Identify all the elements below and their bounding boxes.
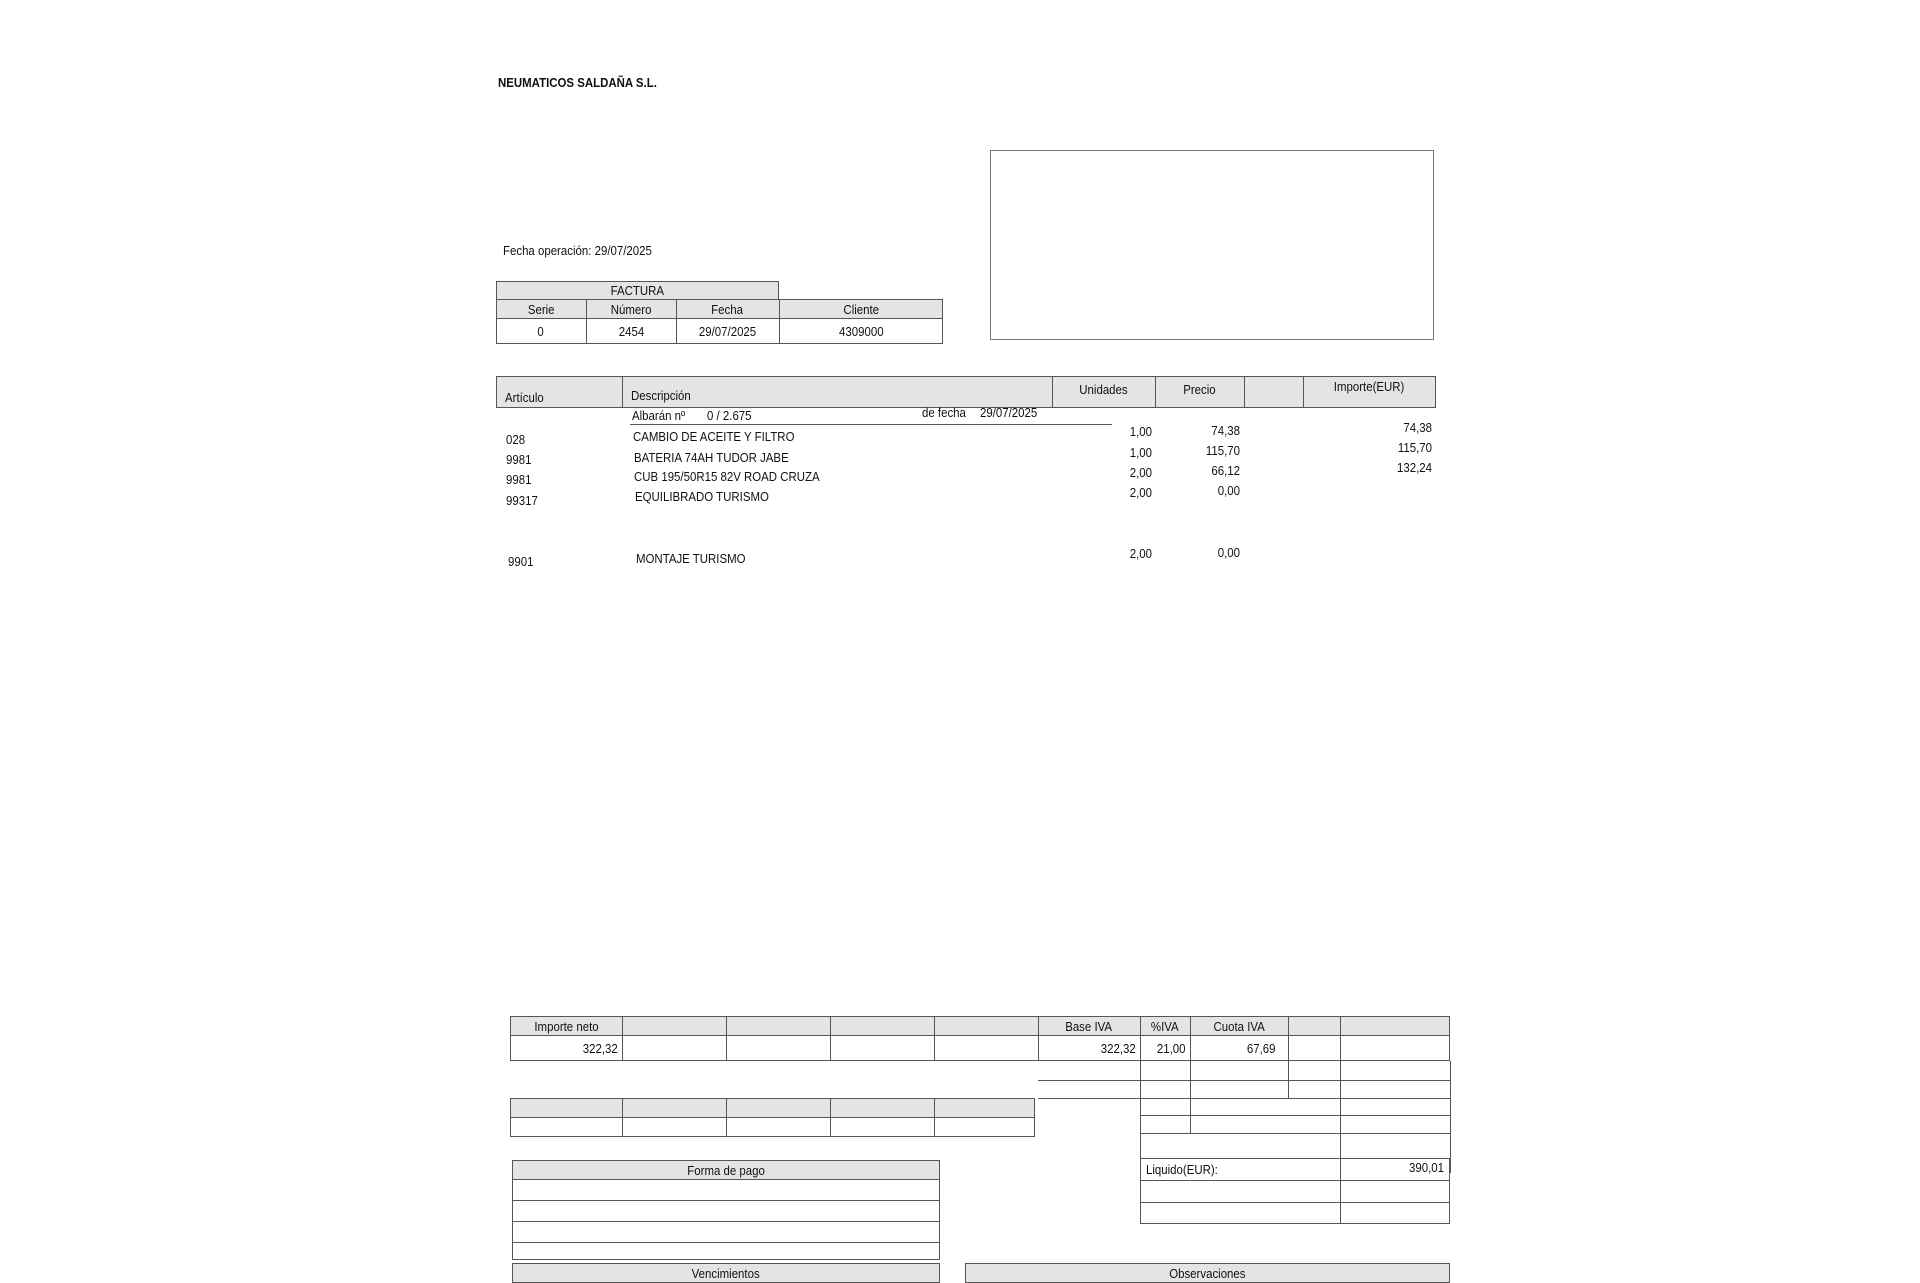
row-unidades: 1,00	[1129, 445, 1152, 460]
fecha-value: 29/07/2025	[698, 323, 757, 339]
row-precio: 0,00	[1217, 545, 1240, 560]
row-descripcion: MONTAJE TURISMO	[636, 551, 746, 566]
totals-values-row	[510, 1035, 1450, 1061]
importe-neto-label: Importe neto	[533, 1019, 599, 1034]
base-iva-value: 322,32	[1101, 1040, 1136, 1056]
operation-date-label	[503, 243, 652, 258]
liquido-label: Liquido(EUR):	[1146, 1162, 1218, 1177]
albaran-date: 29/07/2025	[980, 405, 1038, 420]
forma-pago-body	[512, 1179, 940, 1260]
row-unidades: 2,00	[1129, 485, 1152, 500]
col-numero-header: Número	[610, 302, 652, 317]
row-unidades: 2,00	[1129, 465, 1152, 480]
row-articulo: 9981	[506, 472, 532, 487]
base-iva-label: Base IVA	[1065, 1019, 1113, 1034]
row-articulo: 9901	[508, 554, 534, 569]
operation-date: 29/07/2025	[594, 243, 652, 258]
row-precio: 74,38	[1211, 423, 1240, 438]
row-descripcion: CAMBIO DE ACEITE Y FILTRO	[633, 429, 795, 444]
vencimientos-header: Vencimientos	[512, 1263, 940, 1283]
totals-header-row	[510, 1016, 1450, 1036]
left-empty-row	[510, 1117, 1035, 1137]
cliente-value: 4309000	[838, 323, 884, 339]
col-serie-header: Serie	[527, 302, 555, 317]
pct-iva-value: 21,00	[1157, 1040, 1186, 1056]
albaran-date-label: de fecha	[922, 405, 966, 420]
albaran-label: Albarán nº	[632, 408, 686, 423]
row-articulo: 99317	[506, 493, 538, 508]
forma-pago-header: Forma de pago	[512, 1160, 940, 1180]
address-window	[990, 150, 1434, 340]
serie-value: 0	[537, 323, 545, 339]
row-unidades: 1,00	[1129, 424, 1152, 439]
importe-neto-value: 322,32	[583, 1040, 618, 1056]
header-unidades: Unidades	[1079, 381, 1128, 397]
factura-title: FACTURA	[496, 281, 779, 300]
liquido-value: 390,01	[1409, 1160, 1444, 1175]
cuota-iva-label: Cuota IVA	[1213, 1019, 1265, 1034]
left-empty-header	[510, 1098, 1035, 1118]
row-unidades: 2,00	[1129, 546, 1152, 561]
cuota-iva-value: 67,69	[1247, 1040, 1276, 1056]
numero-value: 2454	[618, 323, 644, 339]
row-importe: 74,38	[1403, 420, 1432, 435]
row-importe: 132,24	[1397, 460, 1432, 475]
col-cliente-header: Cliente	[843, 302, 879, 317]
col-fecha-header: Fecha	[711, 302, 744, 317]
header-articulo: Artículo	[505, 390, 544, 405]
row-precio: 0,00	[1217, 483, 1240, 498]
albaran-number: 0 / 2.675	[707, 408, 752, 423]
row-precio: 115,70	[1205, 443, 1240, 458]
operation-label: Fecha operación:	[503, 243, 592, 258]
row-descripcion: BATERIA 74AH TUDOR JABE	[634, 450, 789, 465]
row-articulo: 9981	[506, 452, 532, 467]
observaciones-header: Observaciones	[965, 1263, 1450, 1283]
company-name: NEUMATICOS SALDAÑA S.L.	[498, 75, 657, 90]
header-importe: Importe(EUR)	[1334, 378, 1405, 394]
row-articulo: 028	[506, 432, 526, 447]
row-precio: 66,12	[1211, 463, 1240, 478]
pct-iva-label: %IVA	[1151, 1019, 1179, 1034]
row-descripcion: CUB 195/50R15 82V ROAD CRUZA	[634, 469, 820, 484]
row-importe: 115,70	[1397, 440, 1432, 455]
header-descripcion: Descripción	[631, 388, 691, 403]
row-descripcion: EQUILIBRADO TURISMO	[635, 489, 769, 504]
header-precio: Precio	[1183, 381, 1216, 397]
